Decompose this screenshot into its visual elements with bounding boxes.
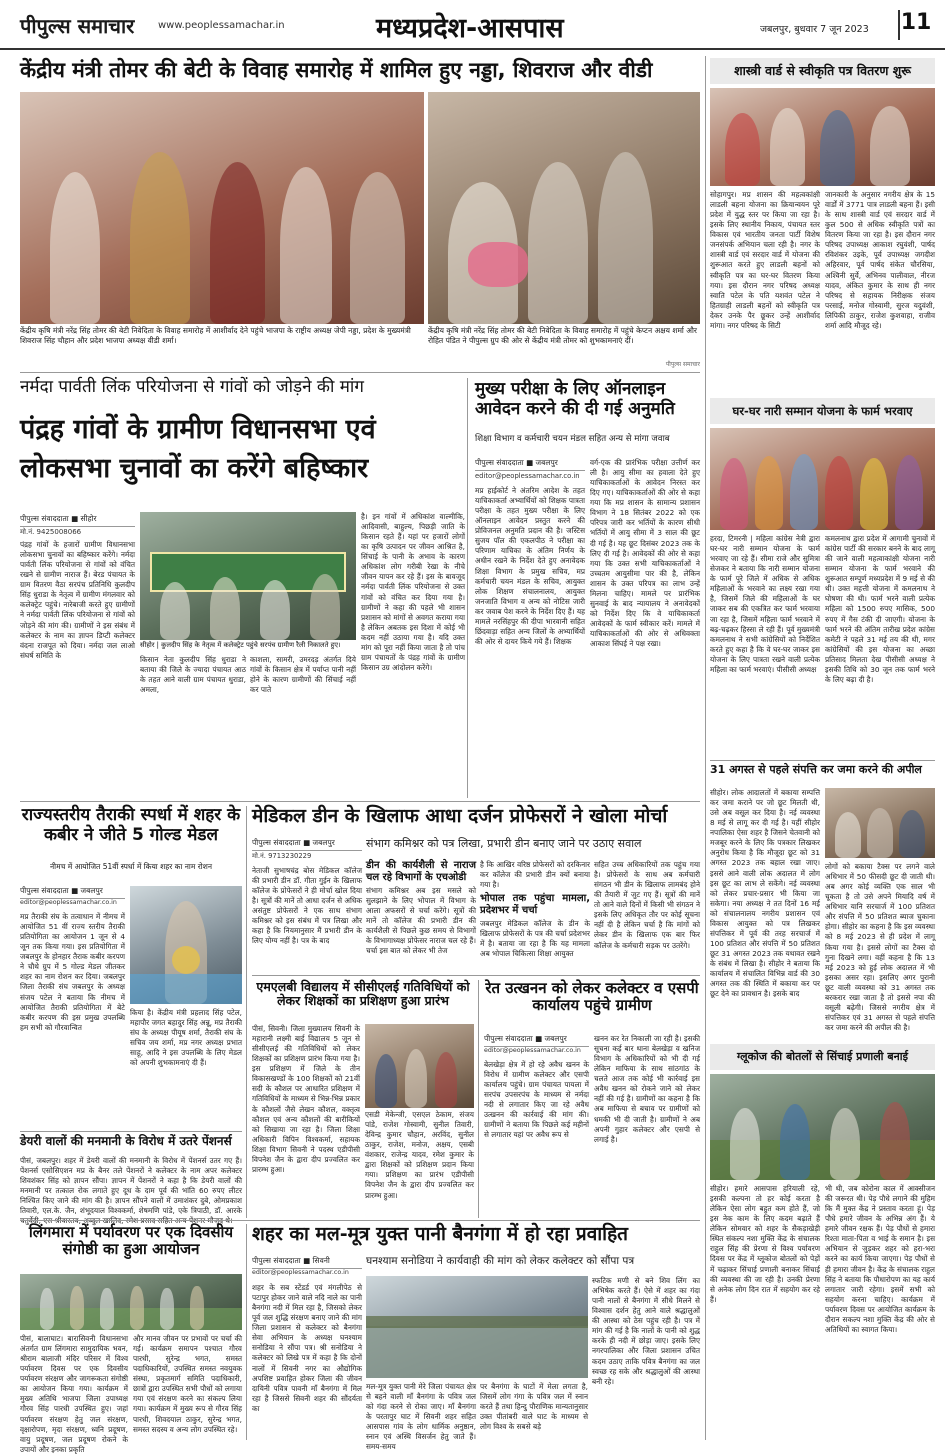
medical-body-1: नेताजी सुभाषचंद्र बोस मेडिकल कॉलेज की प्रभारी डीन डॉ. गीता गुईन के खिलाफ कॉलेज के प्रोफेसरों ने ही मोर्चा खोल दिया है। सूत्रों की मानें तो आधा दर्जन से अधिक असंतुष्ट प्रोफेसरों ने एक साथ संभाग कमिश्नर को इस संबंध में पत्र लिखा और कहा है कि नियमानुसार मैं प्रभारी डीन के लिए योग्य नहीं है। पत्र के बाद xyxy=(252,866,362,946)
page-number: 11 xyxy=(898,10,932,40)
lead-photo-right xyxy=(428,92,700,324)
photo-credit: पीपुल्स समाचार xyxy=(665,361,700,368)
narmada-photo xyxy=(140,512,356,640)
ghar-headline: घर-घर नारी सम्मान योजना के फार्म भरवाए xyxy=(710,398,935,424)
narmada-byline: पीपुल्स संवाददाता ■ सीहोर xyxy=(20,514,135,527)
narmada-body-3: काशला, सामरी, उमरदड़ अंतर्गत दिये गांवों के किसान क्षेत्र में पर्याप्त पानी नहीं होने के कारण ग्रामीणों की सिंचाई नहीं कर पाते xyxy=(250,655,356,695)
glucose-headline: ग्लूकोज की बोतलों से सिंचाई प्रणाली बनाई xyxy=(710,1044,935,1070)
sand-headline: रेत उत्खनन को लेकर कलेक्टर व एसपी कार्यालय पहुंचे ग्रामीण xyxy=(485,979,699,1015)
bainganga-body-1: शहर के सब स्टेंडर्ड एवं मंगलीपेठ से पटापुर होकर जाने वाले नदि नाले का पानी बैनगंगा नदी में मिल रहा है, जिसको लेकर पूर्व जल शुद्धि संरक्षण बनाए जाने की मांग जिला प्रशासन से कलेक्टर को बैनगंगा सेवा अभियान के अध्यक्ष घनश्याम सनोडिया ने सौंपा पत्र। श्री सनोडिया ने कलेक्टर को लिखे पत्र में कहा है कि दोनों नालों में सिवनी नगर का औद्योगिक अपशिष्ट प्रवाहित होकर जिला की जीवन दायिनी पवित्र पावनी माँ बैनगंगा में मिल रहा है जिससे सिवनी शहर की सौंदर्यता का xyxy=(252,1283,362,1413)
online-body-1: मप्र हाईकोर्ट ने अंतरिम आदेश के तहत याचिकाकर्ता अभ्यार्थियों को शिक्षक पात्रता परीक्षा के तहत मुख्य परीक्षा के लिए ऑनलाइन आवेदन प्रस्तुत करने की प्रोविजनल अनुमति प्रदान की है। जस्टिस सुजय पॉल की एकलपीठ ने परीक्षा का परिणाम याचिका के अंतिम निर्णय के अधीन रखने के निर्देश देते हुए अनावेदक शिक्षा विभाग के प्रमुख सचिव, मप्र कर्मचारी चयन मंडल के सचिव, आयुक्त लोक शिक्षण संचालनालय, आयुक्त जनजाति विभाग व अन्य को नोटिस जारी कर जवाब पेश करने के निर्देश दिए हैं। यह मामले नरसिंहपुर की दीपा भारवानी सहित छिंदवाड़ा सहित अन्य जिलों के अभ्यार्थियों की ओर से दायर किये गये हैं। शिक्षक xyxy=(475,486,585,646)
narmada-kicker: नर्मदा पार्वती लिंक परियोजना से गांवों को जोड़ने की मांग xyxy=(20,377,364,397)
swim-body-1: मप्र तैराकी संघ के तत्वाधान में नीमच में आयोजित 51 वीं राज्य स्तरीय तैराकी प्रतियोगिता का आयोजन 1 जून से 4 जून तक किया गया। इस प्रतियोगिता में जबलपुर के होनहार तैराक कबीर करपण ने चौथे ग्रुप में 5 गोल्ड मेडल जीतकर शहर का नाम रोशन कर दिया। जबलपुर जिला तैराकी संघ जबलपुर के अध्यक्ष संजय पटेल ने बताया कि नीमच में आयोजित तैराकी प्रतियोगिता में बेटे कबीर करपण की इस प्रमुख उपलब्धि हम सभी को गौरवान्वित xyxy=(20,912,125,1032)
medical-body-2 xyxy=(366,860,476,971)
medical-body-3 xyxy=(480,860,590,971)
lead-caption-left: केंद्रीय कृषि मंत्री नरेंद्र सिंह तोमर की बेटी निवेदिता के विवाह समारोह में आशीर्वाद देने पहुंचे भाजपा के राष्ट्रीय अध्यक्ष जेपी नड्डा, प्रदेश के मुख्यमंत्री शिवराज सिंह चौहान और प्रदेश भाजपा अध्यक्ष वीडी शर्मा। xyxy=(20,326,424,360)
medical-body-2-text: संभाग कमिश्नर अब इस मसले को सुलझाने के लिए भोपाल में विभाग के आला अफसरों से चर्चा करेंगे। सूत्रों की मानें तो कॉलेज की प्रभारी डीन की कार्यशैली से पिछले कुछ समय से विभागों के विभागाध्यक्ष प्रोफेसर नाराज चल रहे हैं। चर्चा इस बात को लेकर भी तेज xyxy=(366,886,476,956)
ghar-body-2: कमलनाथ द्वारा प्रदेश में आगामी चुनावों में कांग्रेस पार्टी की सरकार बनने के बाद लागू की जाने वाली महत्वाकांक्षी योजना नारी सम्मान योजना के फार्म भरवाने की शुरूआत सम्पूर्ण मध्यप्रदेश में 9 मई से की थी। उक्त महत्ती योजना में कमलनाथ ने घोषणा की थी। फार्म भरने वाली प्रत्येक महिला को 1500 रुपए मासिक, 500 रुपए में गैस टंकी दी जाएगी। योजना के फार्म भरने की अंतिम तारीख प्रदेश कांग्रेस कमेटी ने पहले 31 मई तय की थी, मगर कांग्रेसियों की इस योजना का अच्छा प्रतिसाद मिलता देख पीसीसी अध्यक्ष ने इसकी तिथि को 30 जून तक फार्म भरने के लिए बढ़ा दी है। xyxy=(825,534,935,684)
swim-body-2: किया है। केंद्रीय मंत्री प्रहलाद सिंह पटेल, महापौर जगत बहादुर सिंह अन्नू, मप्र तैराकी संघ के अध्यक्ष पीयूष शर्मा, तैराकी संघ के सचिव जय शर्मा, मप्र नगर अध्यक्ष प्रभात साहू, आदि ने इस उपलब्धि के लिए मेडल को अपनी शुभकामनाएं दी हैं। xyxy=(130,1008,242,1068)
shastri-headline: शास्त्री वार्ड से स्वीकृति पत्र वितरण शुरू xyxy=(710,58,935,84)
ghar-body-1: हरदा, टिमरनी | महिला कांग्रेस नेत्री द्वारा घर-घर नारी सम्मान योजना के फार्म भरवाए जा रहे हैं। सीमा राजे और सुमित्रा सेजकर ने बताया कि नारी सम्मान योजना के फार्म पूरे जिले में अधिक से अधिक महिलाओं के भरवाने का लक्ष्य रखा गया है, जिसमें जिले की महिलाओं के घर जाकर सब की एकत्रित कर फार्म भरवाया जा रहा है, जिसमें महिला फार्म भरवाने में बढ़-चढ़कर हिस्सा ले रही हैं। पूर्व मुख्यमंत्री कमलनाथ ने सभी कांग्रेसियों को निर्देशित करते हुए कहा है कि वे घर-घर जाकर इस योजना के लिए पात्रता रखने वाली प्रत्येक महिला का फार्म भरवाएं। पीसीसी अध्यक्ष xyxy=(710,534,820,674)
shastri-photo xyxy=(710,88,935,186)
website-url[interactable]: www.peoplessamachar.in xyxy=(158,20,285,31)
bainganga-subhead: घनश्याम सनोडिया ने कार्यवाही की मांग को लेकर कलेक्टर को सौंपा पत्र xyxy=(366,1255,635,1267)
medical-headline: मेडिकल डीन के खिलाफ आधा दर्जन प्रोफेसरों ने खोला मोर्चा xyxy=(252,805,668,827)
glucose-body-2: भी थी, जब कोरोना काल में आक्सीजन की जरूरत थी। पेड़ पौधे लगाने की मुहिम कि मैं मुक्त केंद्र ने प्रस्ताव करता हूं। पेड़ पौधे हमारे जीवन के अभिन्न अंग हैं। ये हमारे जीवन रक्षक हैं। पेड़ पौधों से हमारा रिश्ता माता-पिता व भाई के समान है। इस अभियान से जुड़कर शहर को हरा-भरा करने का कार्य किया जाएगा। पेड़ पौधों से ही हमारा जीवन है। केंद्र के संचालक राहुल सिंह ने बताया कि पौधारोपण का यह कार्य लगातार जारी रहेगा। इसमें सभी को सहयोग करना चाहिए। कार्यक्रम में पर्यावरण दिवस पर आयोजित कार्यक्रम के दौरान सकल्प नशा मुक्ति केंद्र की ओर से अतिथियों का स्वागत किया। xyxy=(825,1184,935,1334)
bainganga-email[interactable]: editor@peoplessamachar.co.in xyxy=(252,1269,349,1276)
bainganga-photo xyxy=(366,1276,588,1378)
bainganga-body-3: पर बैनगंगा के घाटों में मेला लगता है, जिसमें लोग गंगा के पवित्र जल में स्नान करते हैं तथा हिन्दु पौराणिक मान्यतानुसार उक्त पीतांबरी वाले घाट के माध्यम से लोग विश्व के सबसे बड़े xyxy=(480,1382,588,1432)
swim-photo xyxy=(130,886,242,1004)
august-headline: 31 अगस्त से पहले संपत्ति कर जमा करने की अपील xyxy=(710,763,922,776)
narmada-photo-caption: सीहोर | कुलदीप सिंह के नेतृत्व में कलेक्ट्रेट पहुंचे सरपंच ग्रामीण रैली निकालते हुए। xyxy=(140,641,356,653)
lingmara-photo xyxy=(20,1274,242,1330)
bainganga-byline: पीपुल्स संवाददाता ■ सिवनी xyxy=(252,1256,362,1269)
online-headline: मुख्य परीक्षा के लिए ऑनलाइन आवेदन करने की दी गई अनुमति xyxy=(475,379,675,419)
narmada-headline: पंद्रह गांवों के ग्रामीण विधानसभा एवं लोकसभा चुनावों का करेंगे बहिष्कार xyxy=(20,414,376,485)
glucose-body-1: सीहोर। हमारे आसपास हरियाली रहे, इसकी कल्पना तो हर कोई करता है लेकिन ऐसा लोग बहुत कम होते हैं, जो इस नेक काम के लिए कदम बढ़ाते हैं लेकिन सोमवार को शहर के सैकड़ाखेड़ी स्थित संकल्प नशा मुक्ति केंद्र के संचालक राहुल सिंह की प्रेरणा से विश्व पर्यावरण दिवस पर केंद्र में ग्लूकोज बोतलों को पेड़ों में चढ़ाकर सिंचाई प्रणाली बनाकर सिंचाई की व्यवस्था की जा रही है। उनकी प्रेरणा से अनेक लोग दिन रात में सहयोग कर रहे हैं। xyxy=(710,1184,820,1304)
narmada-mobile: मो.नं. 9425008066 xyxy=(20,528,82,536)
medical-box-head-2: भोपाल तक पहुंचा मामला, प्रदेशभर में चर्चा xyxy=(480,893,590,916)
sand-body-1: बेलखेड़ा क्षेत्र में हो रहे अवैध खनन के विरोध में ग्रामीण कलेक्टर और एसपी कार्यालय पहुंचे। ग्राम पंचायत पायला में सरपंच उपसरपंच के माध्यम से नर्मदा नदी से लगातार किए जा रहे अवैध उत्खनन की कार्रवाई की मांग की। ग्रामीणों ने बताया कि पिछले कई महीनों से लगातार यहां पर अवैध रूप से xyxy=(484,1060,589,1140)
sand-email[interactable]: editor@peoplessamachar.co.in xyxy=(484,1047,581,1054)
online-body-2: वर्ग-एक की प्रारंभिक परीक्षा उत्तीर्ण कर ली है। आयु सीमा का हवाला देते हुए याचिकाकर्ताओं के आवेदन निरस्त कर दिए गए। याचिकाकर्ताओं की ओर से कहा गया कि मप्र शासन के सामान्य प्रशासन विभाग ने 18 सितंबर 2022 को एक परिपत्र जारी कर भर्तियों के कारण सीधी भर्तियों में आयु सीमा में 3 साल की छूट दी गई है। यह छूट दिसंबर 2023 तक के लिए दी गई है। आवेदकों की ओर से कहा गया कि उक्त सभी याचिकाकर्ताओं ने उच्चतम आयुसीमा पार की है, लेकिन शासन के उक्त परिपत्र का लाभ उन्हें मिलना चाहिए। मामले पर प्रारंभिक सुनवाई के बाद न्यायालय ने अनावेदकों को निर्देश दिए कि वे याचिकाकर्ता आवेदकों के फार्म स्वीकार करें। मामले में याचिकाकर्ताओं की ओर से अधिवक्ता आकाश सिंघई ने पक्ष रखा। xyxy=(590,458,700,649)
sand-byline: पीपुल्स संवाददाता ■ जबलपुर xyxy=(484,1034,589,1047)
cce-headline: एमएलबी विद्यालय में सीसीएलई गतिविधियों को लेकर शिक्षकों का प्रशिक्षण हुआ प्रारंभ xyxy=(256,979,470,1009)
august-photo xyxy=(825,788,935,858)
lingmara-body-2: और मानव जीवन पर प्रभावों पर चर्चा की गई। कार्यक्रम समापन पश्चात गौरव पारधी, सुरेन्द्र भगत, समस्त पदाधिकारियों, उपस्थित समस्त नवयुवक संस्था, प्रकृतमार्ग समिति पदाधिकारी, छात्रों द्वारा उपस्थित सभी पौधों को लगाया गया एवं संरक्षण करने का संकल्प लिया गया। कार्यक्रम में मुख्य रूप से गौरव सिंह पारधी, शिवदयाल ठाकुर, सुरेन्द्र भगत, समस्त सदस्य व अन्य लोग उपस्थित रहे। xyxy=(133,1334,242,1434)
lead-photo-left xyxy=(20,92,424,324)
cce-body-1: पीसं, सिवनी। जिला मुख्यालय सिवनी के महारानी लक्ष्मी बाई विद्यालय 5 जून से सीसीएलई की गतिविधियों को लेकर शिक्षकों का प्रशिक्षण प्रारंभ किया गया है। इस प्रशिक्षण में जिले के तीन विकासखण्डों के 100 शिक्षकों को 21वीं सदी के कौशल पर आधारित प्रशिक्षण में गतिविधियों के माध्यम से भिन्न-भिन्न प्रकार के कौशलों जैसे लेखन कौशल, वक्तृत्व कौशल एवं अन्य कौशलों की बारीकियों को सिखाया जा रहा है। जिला शिक्षा अधिकारी विपिन विश्वकर्मा, सहायक शिक्षा विभाग सिवनी ने पदस्थ एडीपीसी विपनेश जैन के द्वारा दीप प्रज्वलित कर प्रारम्भ हुआ। xyxy=(252,1024,360,1174)
bainganga-body-4: स्फटिक मणी से बने शिव लिंग का अभिषेक करते हैं। ऐसे में शहर का गंदा पानी नालों से बैनगंगा में सीधे मिलने से विश्वास दर्शन हेतु आने वाले श्रद्धालुओं की आस्था को ठेस पहुंच रही है। पत्र में मांग की गई है कि नालों के पानी को शुद्ध करके ही नदी में छोड़ा जाए। इसके लिए नगरपालिका और जिला प्रशासन उचित कदम उठाए ताकि पवित्र बैनगंगा का जल स्वच्छ रह सके और श्रद्धालुओं की आस्था बनी रहे। xyxy=(592,1276,700,1386)
bainganga-body-2: मल-मूत्र युक्त पानी मेरे जिला पंचायत क्षेत्र से बहने वाली माँ बैनगंगा के पवित्र जल को गंदा करने से रोका जाए। माँ बैनगंगा के परतापुर घाट में सिवनी शहर सहित आसपास गांव के लोग धार्मिक अनुष्ठान, स्नान एवं अस्थि विसर्जन हेतु जाते हैं। समय-समय xyxy=(366,1382,476,1452)
bainganga-headline: शहर का मल-मूत्र युक्त पानी बैनगंगा में हो रहा प्रवाहित xyxy=(252,1223,629,1245)
swim-email[interactable]: editor@peoplessamachar.co.in xyxy=(20,899,117,906)
dairy-body: पीसं, जबलपुर। शहर में डेयरी वालों की मनमानी के विरोध में पेंशनर्स उतर गए हैं। पेंशनर्स एसोसिएशन मप्र के बैनर तले पेंशनरों ने कलेक्टर के नाम अपर कलेक्टर शिवशंकर सिंह को ज्ञापन सौंपा। ज्ञापन में पेंशनरों ने कहा है कि डेयरी वालों की मनमानी पर तत्काल रोक लगाते हुए दूध के दाम पूर्व की भांति 60 रुपए लीटर निश्चित किए जाने की मांग की है। ज्ञापन सौंपने वालों में उमाशंकर दुबे, ओमप्रकाश तिवारी, एल.के. जैन, शंभूदयाल विश्वकर्मा, शेषमणि पांडे, एके त्रिपाठी, डॉ. आरके xyxy=(20,1156,242,1216)
narmada-body-1: पंद्रह गांवों के हजारों ग्रामीण विधानसभा लोकसभा चुनावों का बहिष्कार करेंगे। नर्मदा पार्वती लिंक परियोजना से गांवों को वंचित रखने से ग्रामीण नाराज हैं। बेरड पंचायत के ग्राम वितरण वैठा सरपंच प्रतिनिधि कुलदीप सिंह धुराडा के नेतृत्व में ग्रामीण मंगलवार को कलेक्ट्रेट पहुंचे। नारेबाजी करते हुए ग्रामीणों ने नर्मदा पार्वती लिंक परियोजना से गांवों को जोड़ने की मांग की। ग्रामीणों ने इस संबंध में कलेक्टर के नाम का ज्ञापन डिप्टी कलेक्टर वंदना राजपूत को दिया। नर्मदा जल लाओ संघर्ष समिति के xyxy=(20,540,135,660)
swim-headline: राज्यस्तरीय तैराकी स्पर्धा में शहर के कबीर ने जीते 5 गोल्ड मेडल xyxy=(21,805,241,845)
august-body-1: सीहोर। लोक आदालतों में बकाया सम्पत्ति कर जमा कराने पर जो छूट मिलती थी, उसे अब वसूल कर दिया है। नई व्यवस्था 8 मई से लागू कर दी गई है। यहीं सीहोर नपालिका ऐसा शहर है जिसने चेतवानी को मजबूर करने के लिए कि पत्रकार लिखकर अनुरोध किया है कि मौजूदा छूट को 31 अगस्त 2023 तक बहाल रखा जाए। इससे आने वाली लोक अदालत में लोग इस छूट का लाभ ले सकेंगे। नई व्यवस्था को लेकर प्रचार-प्रसार भी किया जा सकेगा। नया अध्यक्ष ने तत दिनों 16 मई को संचालनालय नगरीय प्रशासन एवं विकास आयुक्त को पत्र लिखकर संपत्तिकर में पूर्व की तरह सरचार्ज में 100 प्रतिशत और संपत्ति में 50 प्रतिशत छूट 31 अगस्त 2023 तक यथावत रखने के संबंध में लिखा है। सीहोर ने बताया कि कार्यालय में संचालित विभिन्न वार्ड की 30 अगस्त तक की स्थिति में बकाया कर पर छूट देने का प्रावधान है। इसके बाद xyxy=(710,788,820,999)
ghar-photo xyxy=(710,428,935,530)
online-subhead: शिक्षा विभाग व कर्मचारी चयन मंडल सहित अन्य से मांगा जवाब xyxy=(475,434,670,444)
swim-byline: पीपुल्स संवाददाता ■ जबलपुर xyxy=(20,886,125,899)
lingmara-body-1: पीसं, बालाघाट। बारासिवनी विधानसभा अंतर्गत ग्राम लिंगमारा सामुदायिक भवन, श्रीराम बालाजी मंदिर परिसर में विश्व पर्यावरण दिवस पर एक दिवसीय पर्यावरण संरक्षण और जागरूकता संगोष्ठी का आयोजन किया गया। कार्यक्रम में मुख्य अतिथि भाजपा जिला उपाध्यक्ष गौरव सिंह पारधी उपस्थित हुए। जहां पर्यावरण संरक्षण हेतु जल संरक्षण, वृक्षारोपण, मृदा संरक्षण, ध्वनि प्रदूषण, वायु प्रदूषण, जल प्रदूषण रोकने के उपायों और इनका प्रकृति xyxy=(20,1334,128,1454)
online-email[interactable]: editor@peoplessamachar.co.in xyxy=(475,472,580,480)
cce-body-2: एसडी मेकेन्जी, एसएल ठेकाम, संजय पांडे, राजेश गोस्वामी, सुनील तिवारी, देविन्द्र कुमार चौहान, अरविंद, सुनील ठाकुर, राजेश, मनोज, अक्षय, एसबी वंशकार, राजेन्द्र यादव, रमेश कुमार के द्वारा शिक्षकों को प्रशिक्षण प्रदान किया गया। प्रशिक्षण का प्रारंभ एडीपीसी विपनेश जैन के द्वारा दीप प्रज्वलित कर प्रारम्भ हुआ। xyxy=(365,1110,474,1200)
shastri-body-2: जानकारी के अनुसार नगरीय क्षेत्र के 15 वार्डों में 3771 पात्र लाडली बहना हैं। इसी के साथ शास्त्री वार्ड एवं सरदार वार्ड में कुल 500 से अधिक स्वीकृति पत्रों का वितरण किया जा रहा है। इस दौरान नगर परिषद उपाध्यक्ष आकाश रघुवंशी, पार्षद रविशंकर उइके, पूर्व उपाध्यक्ष जगदीश अहिरवार, पूर्व पार्षद संकेत चौरसिया, अश्विनी सुर्वे, अभिनव पालीवाल, नीरज यादव, अंकित कुमार के साथ ही नगर परिषद से सहायक निरीक्षक संजय परसाई, मनोज गोस्वामी, सुरज यदुवंशी, लिपिकी ठाकुर, राजेश कुशवाहा, राजीव शर्मा आदि मौजूद रहे। xyxy=(825,190,935,330)
lingmara-headline: लिंगमारा में पर्यावरण पर एक दिवसीय संगोष्ठी का हुआ आयोजन xyxy=(28,1223,234,1259)
dairy-headline: डेयरी वालों की मनमानी के विरोध में उतरे पेंशनर्स xyxy=(20,1134,232,1148)
lead-caption-right-text: केंद्रीय कृषि मंत्री नरेंद्र सिंह तोमर की बेटी निवेदिता के विवाह समारोह में पहुंचे केप्टन अक्षय शर्मा और रोहित पंडित ने पीपुल्स ग्रुप की ओर से केंद्रीय मंत्री तोमर को शुभकामनाएं दीं। xyxy=(428,326,697,345)
medical-body-5: सहित उच्च अधिकारियों तक पहुंच गया है। प्रोफेसरों के साथ अब कर्मचारी संगठन भी डीन के खिलाफ लामबंद होने की तैयारी में जुट गए हैं। सूत्रों की मानें तो आने वाले दिनों में किसी भी संगठन ने इसके लिए अधिकृत तौर पर कोई सूचना नहीं दी है लेकिन चर्चा है कि मांगों को लेकर डीन के खिलाफ एक बार फिर कॉलेज के कर्मचारी सड़क पर उतरेंगे। xyxy=(594,860,700,950)
medical-box-head: डीन की कार्यशैली से नाराज चल रहे विभागों के एचओडी xyxy=(366,860,476,883)
masthead xyxy=(0,0,945,50)
newspaper-logo: पीपुल्स समाचार xyxy=(20,14,135,38)
medical-body-3-text: है कि आखिर वरिष्ठ प्रोफेसरों को दरकिनार कर कॉलेज की प्रभारी डीन क्यों बनाया गया है। xyxy=(480,860,590,890)
sand-body-2: खनन कर रेत निकाली जा रही है। इसकी सूचना कई बार थाना बेलखेड़ा व खनिज विभाग के अधिकारियों को भी दी गई लेकिन माफिया के साथ सांठगांठ के चलते आज तक कोई भी कार्रवाई इस अवैध खनन को रोकने जाने को लेकर नहीं की गई है। ग्रामीणों का कहना है कि अब माफिया से बचाव पर ग्रामीणों को धमकी भी दी जाती है। ग्रामीणों ने अब अपनी गुहार कलेक्टर और एसपी से लगाई है। xyxy=(594,1034,700,1144)
medical-byline: पीपुल्स संवाददाता ■ जबलपुर xyxy=(252,838,362,851)
narmada-body-4: है। इन गांवों में अधिकांश वाल्मीकि, आदिवासी, बाहुल्य, पिछड़ी जाति के किसान रहते हैं। यहां पर हजारों लोगों का कृषि उत्पादन पर जीवन आश्रित है, सिंचाई के पानी के अभाव के कारण अधिकांश लोग गरीबी रेखा के नीचे जीवन यापन कर रहे हैं। इस के बावजूद नर्मदा पार्वती लिंक परियोजना से उक्त गांवों को वंचित कर दिया गया है। ग्रामीणों ने कहा की पहले भी शासन प्रशासन को मांगों से अवगत कराया गया है लेकिन अबतक इस दिशा में कोई भी कदम नहीं उठाया गया है। यदि उक्त मांग को पूरा नहीं किया जाता है तो पांच ग्राम पंचायतों के पंद्रह गांवों के ग्रामीण किसान उग्र आंदोलन करेंगे। xyxy=(361,512,465,672)
swim-subhead: नीमच में आयोजित 51वीं स्पर्धा में किया शहर का नाम रोशन xyxy=(49,862,212,871)
online-byline: पीपुल्स संवाददाता ■ जबलपुर xyxy=(475,458,585,471)
lead-caption-right xyxy=(428,326,700,360)
medical-body-4-text: जबलपुर मेडिकल कॉलेज के डीन के खिलाफ प्रोफेसरों के पत्र की चर्चा प्रदेशभर में है। बताया जा रहा है कि यह मामला अब भोपाल चिकित्सा शिक्षा आयुक्त xyxy=(480,919,590,959)
august-body-2: लोगों को बकाया टैक्स पर लगने वाले अधिभार में 50 फीसदी छूट दी जाती थी। अब अगर कोई व्यक्ति एक साल भी चूकता है तो उसे अपने मियादि वर्ष में अधिभार यानि सरचार्ज में 100 प्रतिशत और संपत्ति में 50 प्रतिशत ब्याज चुकाना होगा। सीहोर का कहना है कि इस व्यवस्था को 8 मई 2023 से ही प्रदेश में लागू किया गया है। इससे लोगों का टैक्स दो गुना दिखने लगा। वहीं कहना है कि 13 मई 2023 को हुई लोक अदालत में भी इसका असर रहा। इसलिए अगर पुरानी छूट वाली व्यवस्था को 31 अगस्त तक बरकरार रखा जाता है तो इससे नपा की वसूली बढ़ेगी। जिससे नगरीय क्षेत्र में संपत्तिकर एवं 31 अगस्त से पहले संपत्ति कर जमा करने की अपील की है। xyxy=(825,862,935,1032)
section-title: मध्यप्रदेश-आसपास xyxy=(376,13,564,44)
dateline: जबलपुर, बुधवार 7 जून 2023 xyxy=(760,24,869,35)
medical-mobile: मो.नं. 9713230229 xyxy=(252,852,312,860)
medical-subhead: संभाग कमिश्नर को पत्र लिखा, प्रभारी डीन बनाए जाने पर उठाए सवाल xyxy=(366,837,642,850)
shastri-body-1: सोहागपुर। मप्र शासन की महत्वकांक्षी लाडली बहना योजना का क्रियान्वयन पूरे प्रदेश में युद्ध स्तर पर किया जा रहा है। इसके लिए स्थानीय निकाय, पंचायत स्तर विकास एवं भारतीय जनता पार्टी विशेष जनसंपर्क अभियान चला रही है। नगर के शास्त्री वार्ड एवं सरदार वार्ड में योजना की शुरूआत करते हुए लाडली बहनों को स्वीकृति पत्र का घर-घर वितरण किया गया। इस दौरान नगर परिषद अध्यक्ष स्वाति पटेल के पति यशवंत पटेल ने हितग्राही लाडली बहनों को स्वीकृति पत्र देकर उनके पैर छूकर उन्हें आशीर्वाद मांगा। नगर परिषद के सिटी xyxy=(710,190,820,330)
narmada-body-2: किसान नेता कुलदीप सिंह धुराडा ने बताया की जिले के ज्यादा पंचायत आठ के तहत आने वाली ग्राम पंचायत धुराडा, अमला, xyxy=(140,655,246,695)
glucose-photo xyxy=(710,1074,935,1180)
cce-photo xyxy=(365,1024,474,1108)
lead-headline: केंद्रीय मंत्री तोमर की बेटी के विवाह समारोह में शामिल हुए नड्डा, शिवराज और वीडी xyxy=(20,58,653,82)
